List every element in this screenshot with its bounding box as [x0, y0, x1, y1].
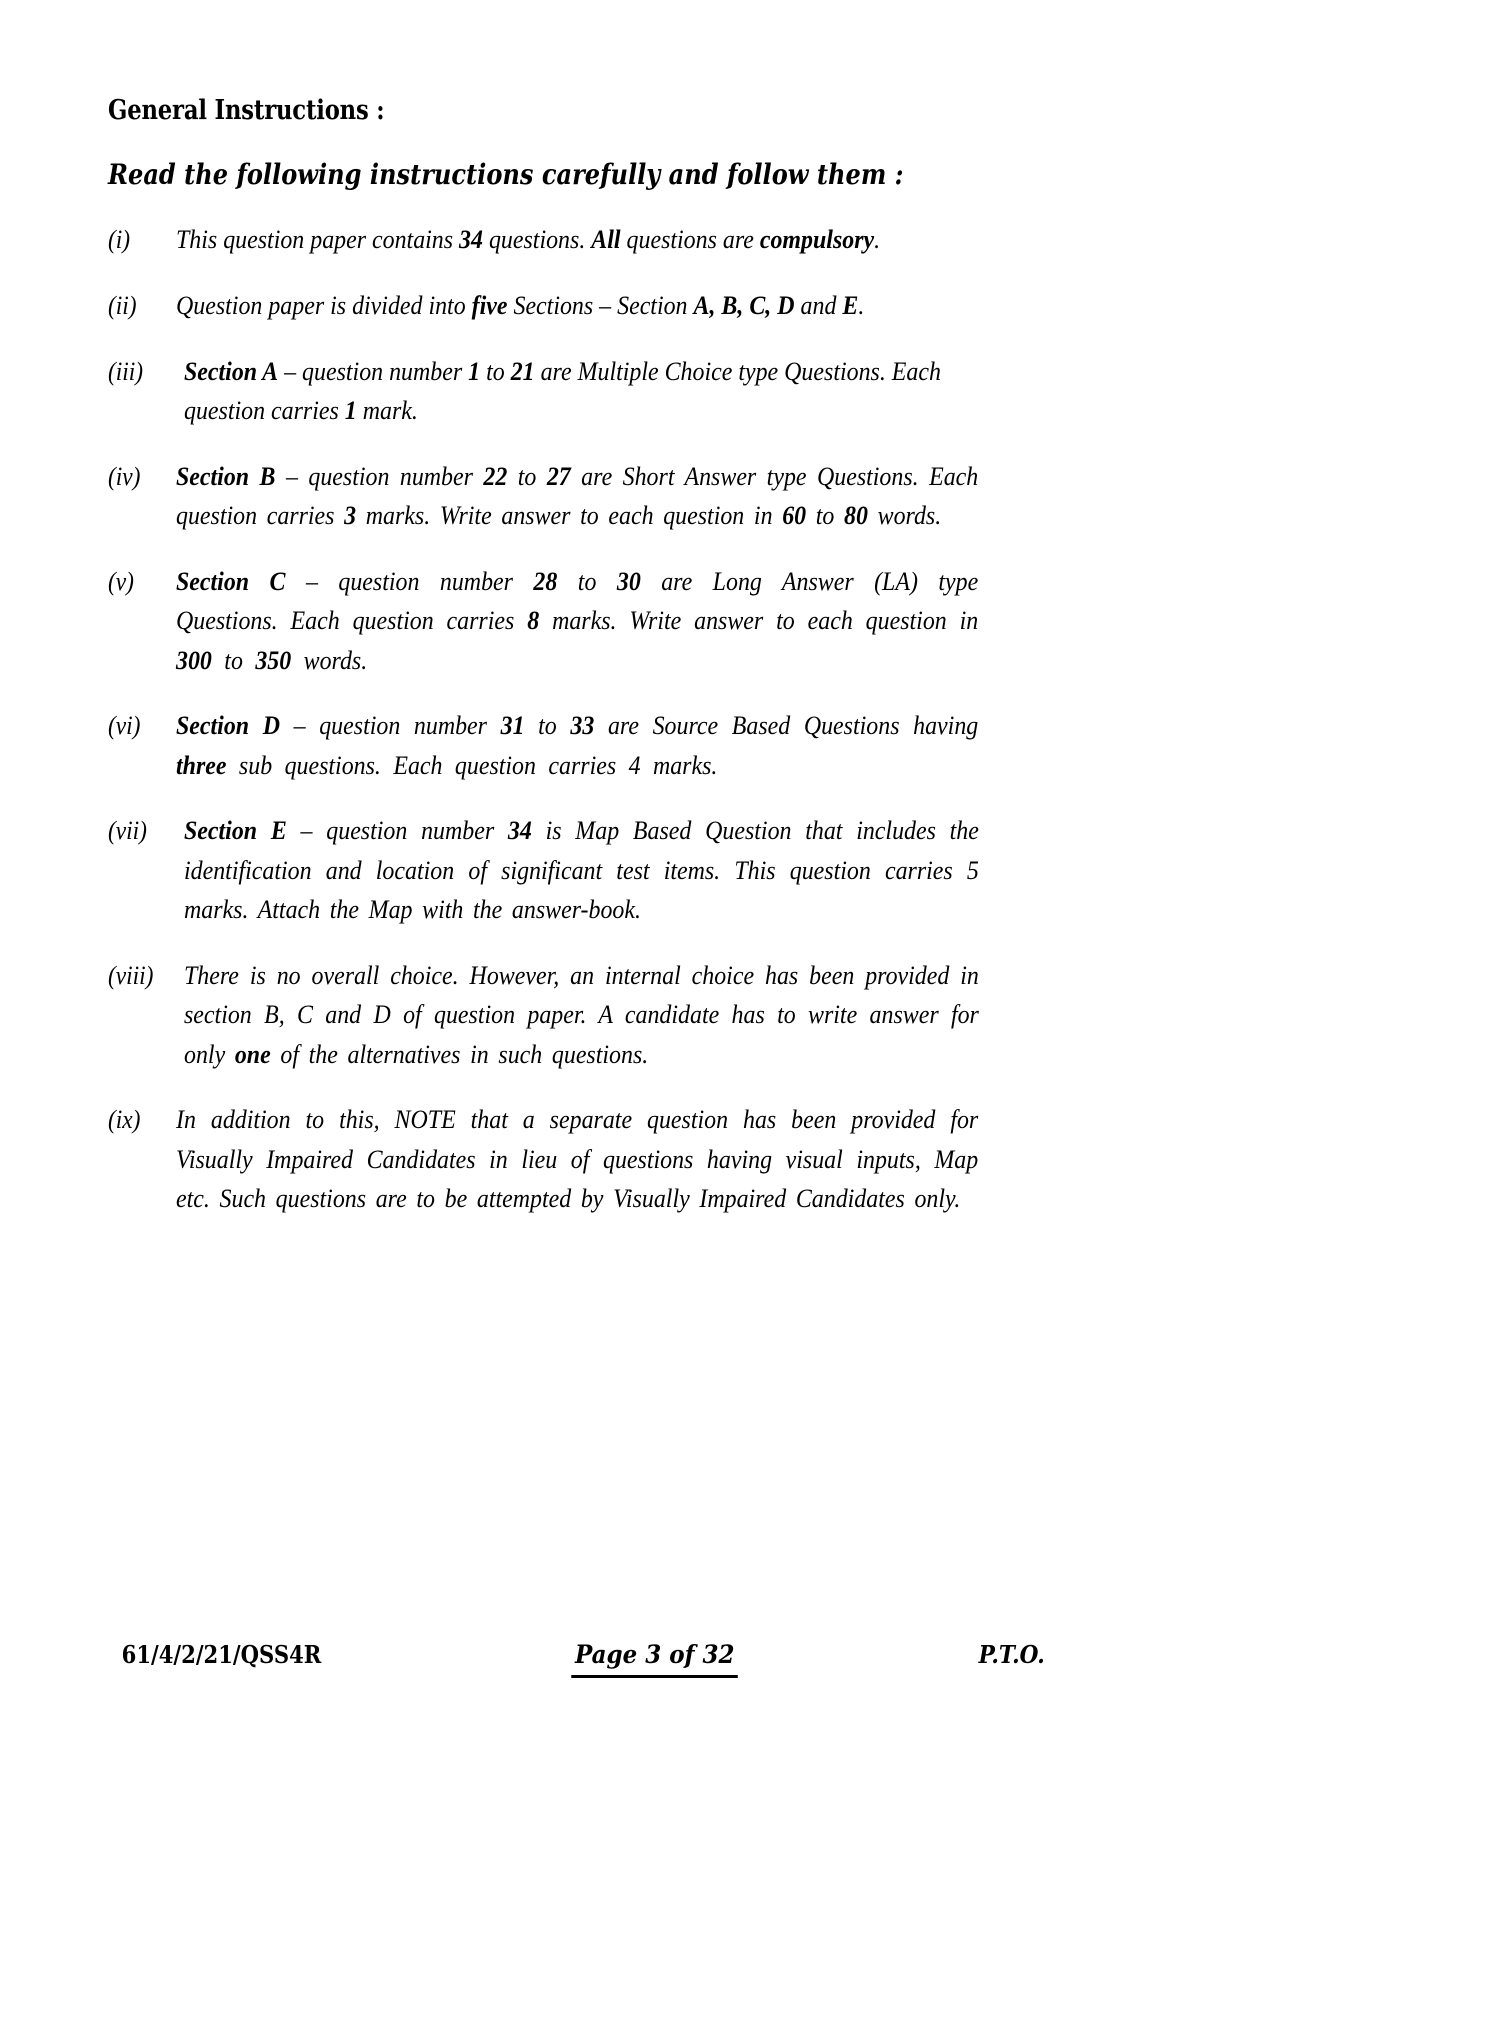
instruction-item	[108, 562, 1048, 681]
instruction-span: are Long Answer (LA) type Questions. Each question carries	[176, 566, 979, 636]
instruction-span: There is no overall choice. However, an internal choice has been provided in section B, C and D of question paper. A candidate has to write answer for only	[184, 960, 979, 1069]
instruction-span: Sections – Section	[507, 291, 694, 320]
instruction-emphasis: 21	[510, 356, 535, 386]
instruction-emphasis: A, B, C, D	[693, 291, 795, 320]
page-title: General Instructions :	[108, 95, 385, 126]
instruction-marker: (vii)	[108, 816, 147, 846]
instruction-span: In addition to this, NOTE that a separate question has been provided for Visually Impaired Candidates in lieu of questions having visual inputs, Map etc. Such questions are to be attempted by Visually Impaired Candidates only.	[176, 1105, 979, 1214]
instruction-item	[108, 706, 1048, 785]
page-number: Page 3 of 32	[571, 1640, 738, 1678]
instruction-marker: (i)	[108, 225, 131, 255]
instruction-emphasis: 30	[616, 566, 641, 596]
instruction-span: questions.	[482, 225, 592, 255]
instruction-span: are Multiple Choice type Questions. Each question carries	[184, 356, 941, 426]
instruction-emphasis: 34	[459, 225, 483, 255]
instruction-emphasis: 34	[507, 816, 532, 846]
instruction-text	[176, 1100, 978, 1219]
instruction-span: to	[507, 461, 547, 491]
instruction-span: .	[858, 291, 865, 320]
instruction-text	[176, 706, 978, 785]
instruction-emphasis: 22	[483, 461, 508, 491]
instruction-item	[108, 286, 1048, 326]
instruction-text	[176, 286, 978, 326]
instruction-emphasis: five	[471, 291, 508, 320]
instruction-span: words.	[867, 501, 942, 531]
instruction-emphasis: three	[176, 750, 227, 780]
paper-code: 61/4/2/21/QSS4R	[121, 1640, 322, 1669]
instruction-span: of the alternatives in such questions.	[270, 1039, 649, 1069]
instruction-emphasis: 1	[468, 356, 481, 386]
instruction-span: are Short Answer type Questions. Each question carries	[176, 461, 979, 531]
instruction-marker: (iii)	[108, 356, 144, 386]
instructions-content	[108, 96, 1048, 1245]
instruction-emphasis: Section B	[176, 461, 276, 491]
instruction-span: to	[806, 501, 845, 531]
instruction-emphasis: 27	[546, 461, 571, 491]
instruction-span: This question paper contains	[176, 225, 460, 255]
instruction-item	[108, 352, 1048, 431]
instruction-span: and	[794, 291, 843, 320]
instruction-span: marks. Write answer to each question in	[539, 606, 979, 636]
instruction-emphasis: 350	[255, 645, 292, 675]
instruction-emphasis: Section D	[176, 711, 281, 741]
instruction-text	[184, 811, 979, 930]
instruction-item	[108, 457, 1048, 536]
instruction-text	[176, 562, 978, 681]
instruction-emphasis: compulsory	[759, 225, 875, 255]
instruction-emphasis: 28	[533, 566, 558, 596]
instruction-span: – question number	[275, 461, 484, 491]
instruction-span: – question number	[278, 356, 469, 386]
instruction-emphasis: 60	[782, 501, 807, 531]
instruction-emphasis: one	[234, 1039, 271, 1069]
instruction-item	[108, 811, 1048, 930]
instructions-subheading: Read the following instructions carefully and follow them :	[108, 157, 904, 191]
instruction-span: to	[557, 566, 617, 596]
instruction-emphasis: 1	[344, 396, 357, 426]
instruction-span: marks. Write answer to each question in	[356, 501, 783, 531]
instruction-text	[176, 220, 978, 260]
instruction-span: is Map Based Question that includes the identification and location of significant test items. This question carries 5 marks. Attach the Map with the answer-book.	[184, 816, 979, 925]
instruction-emphasis: 80	[844, 501, 868, 531]
instruction-emphasis: E	[842, 291, 859, 320]
instruction-text	[184, 956, 979, 1075]
instruction-text	[176, 457, 978, 536]
page-footer	[108, 1640, 1048, 1678]
instruction-marker: (iv)	[108, 461, 141, 491]
instruction-emphasis: 31	[500, 711, 525, 741]
instruction-marker: (ix)	[108, 1105, 141, 1135]
instruction-span: – question number	[285, 566, 534, 596]
instruction-emphasis: Section E	[184, 816, 287, 846]
instruction-emphasis: Section C	[176, 566, 286, 596]
pto-label: P.T.O.	[978, 1640, 1045, 1669]
instruction-item	[108, 956, 1048, 1075]
instruction-emphasis: All	[591, 225, 621, 255]
instruction-span: mark.	[356, 396, 418, 426]
instructions-list	[108, 220, 1048, 1218]
instruction-marker: (viii)	[108, 960, 154, 990]
instruction-span: questions are	[620, 225, 760, 255]
instruction-span: – question number	[286, 816, 508, 846]
instruction-emphasis: 300	[176, 645, 212, 675]
instruction-emphasis: 8	[527, 606, 540, 636]
instruction-span: words.	[291, 645, 368, 675]
instruction-span: are Source Based Questions having	[594, 711, 979, 741]
instruction-emphasis: 33	[570, 711, 595, 741]
instruction-item	[108, 220, 1048, 260]
instruction-span: – question number	[280, 711, 501, 741]
instruction-marker: (ii)	[108, 291, 137, 320]
instruction-span: to	[480, 356, 511, 386]
instruction-marker: (vi)	[108, 711, 141, 741]
instruction-emphasis: 3	[344, 501, 357, 531]
instruction-span: .	[874, 225, 881, 255]
instruction-emphasis: Section A	[184, 356, 279, 386]
instruction-item	[108, 1100, 1048, 1219]
instruction-marker: (v)	[108, 566, 134, 596]
instruction-span: Question paper is divided into	[176, 291, 472, 320]
instruction-span: to	[524, 711, 571, 741]
instruction-text	[184, 352, 979, 431]
instruction-span: to	[211, 645, 256, 675]
instruction-span: sub questions. Each question carries 4 marks.	[226, 750, 718, 780]
